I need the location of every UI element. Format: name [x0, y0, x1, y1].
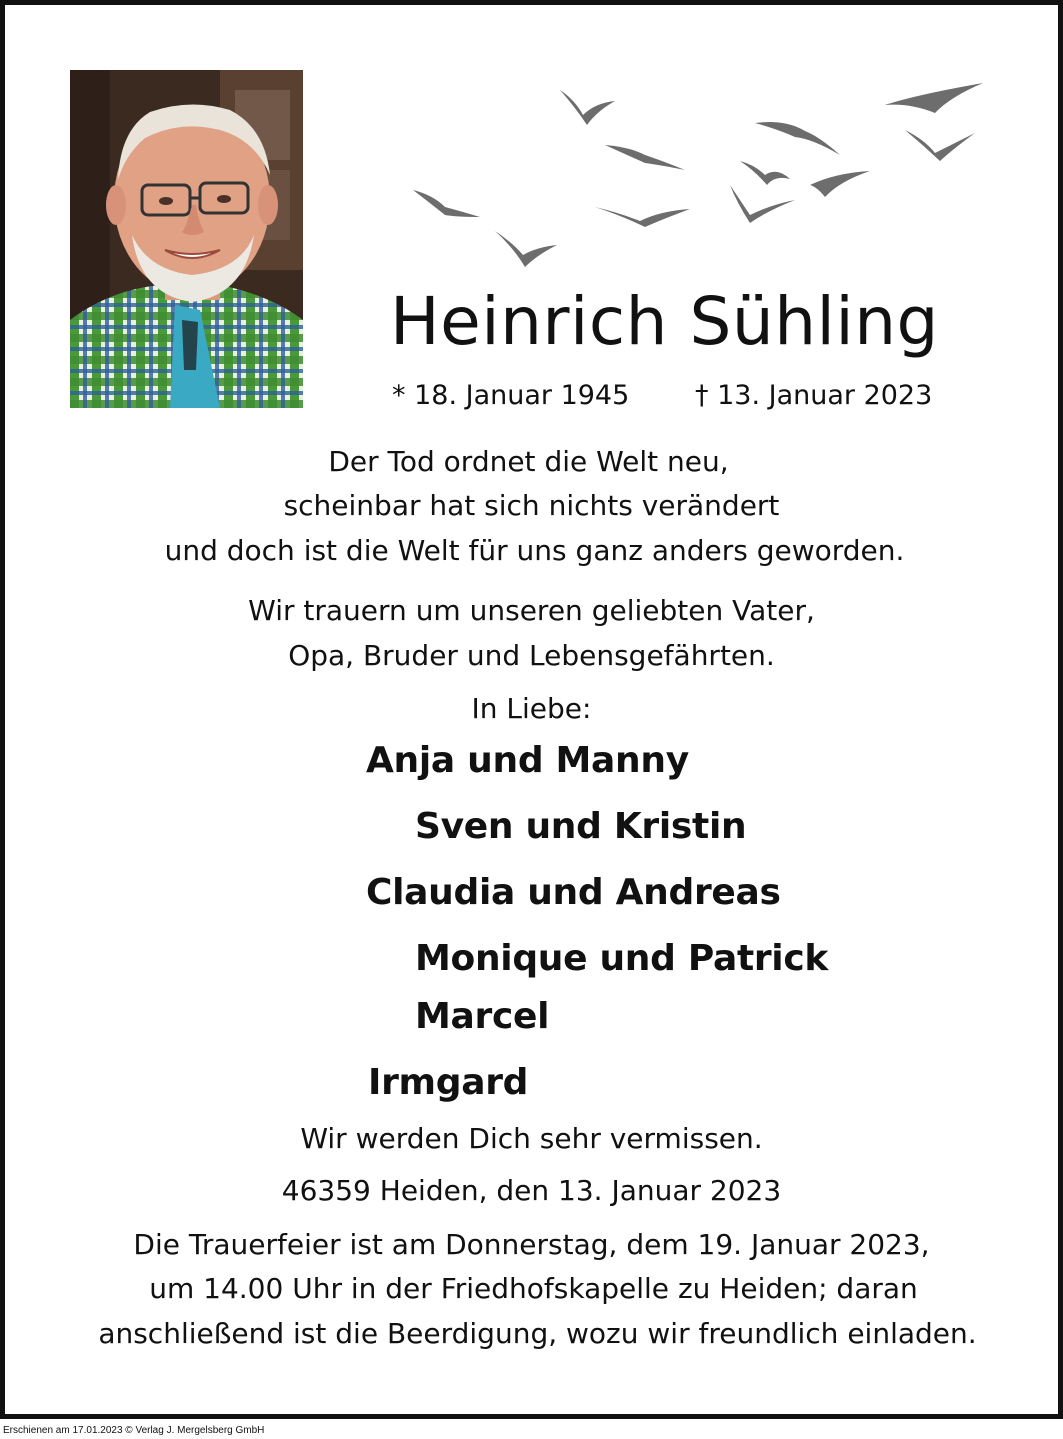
portrait-photo: [70, 70, 303, 408]
mourning-line-2: Opa, Bruder und Lebensgefährten.: [288, 639, 775, 672]
signature-name: Anja und Manny: [366, 740, 689, 781]
verse-line-1: Der Tod ordnet die Welt neu,: [328, 445, 729, 478]
ceremony-line-2: um 14.00 Uhr in der Friedhofskapelle zu Heiden; daran: [149, 1272, 918, 1305]
place-date-line: 46359 Heiden, den 13. Januar 2023: [281, 1174, 782, 1207]
verse-line-3: und doch ist die Welt für uns ganz anders geworden.: [164, 534, 905, 567]
signature-name: Irmgard: [368, 1062, 529, 1103]
death-date: † 13. Januar 2023: [695, 380, 933, 411]
signature-name: Sven und Kristin: [415, 806, 747, 847]
flying-birds-illustration: [405, 75, 995, 275]
signature-name: Monique und Patrick: [415, 938, 829, 979]
in-love-label: In Liebe:: [471, 692, 592, 725]
ceremony-line-1: Die Trauerfeier ist am Donnerstag, dem 19. Januar 2023,: [133, 1228, 930, 1261]
verse-line-2: scheinbar hat sich nichts verändert: [283, 489, 780, 522]
signature-name: Claudia und Andreas: [366, 872, 781, 913]
ceremony-line-3: anschließend ist die Beerdigung, wozu wir freundlich einladen.: [98, 1317, 977, 1350]
signature-name: Marcel: [415, 996, 550, 1037]
birth-date: * 18. Januar 1945: [392, 380, 630, 411]
mourning-line-1: Wir trauern um unseren geliebten Vater,: [248, 594, 815, 627]
closing-line: Wir werden Dich sehr vermissen.: [300, 1122, 763, 1155]
deceased-name: Heinrich Sühling: [390, 283, 939, 360]
publication-footer: Erschienen am 17.01.2023 © Verlag J. Mergelsberg GmbH: [3, 1425, 265, 1436]
